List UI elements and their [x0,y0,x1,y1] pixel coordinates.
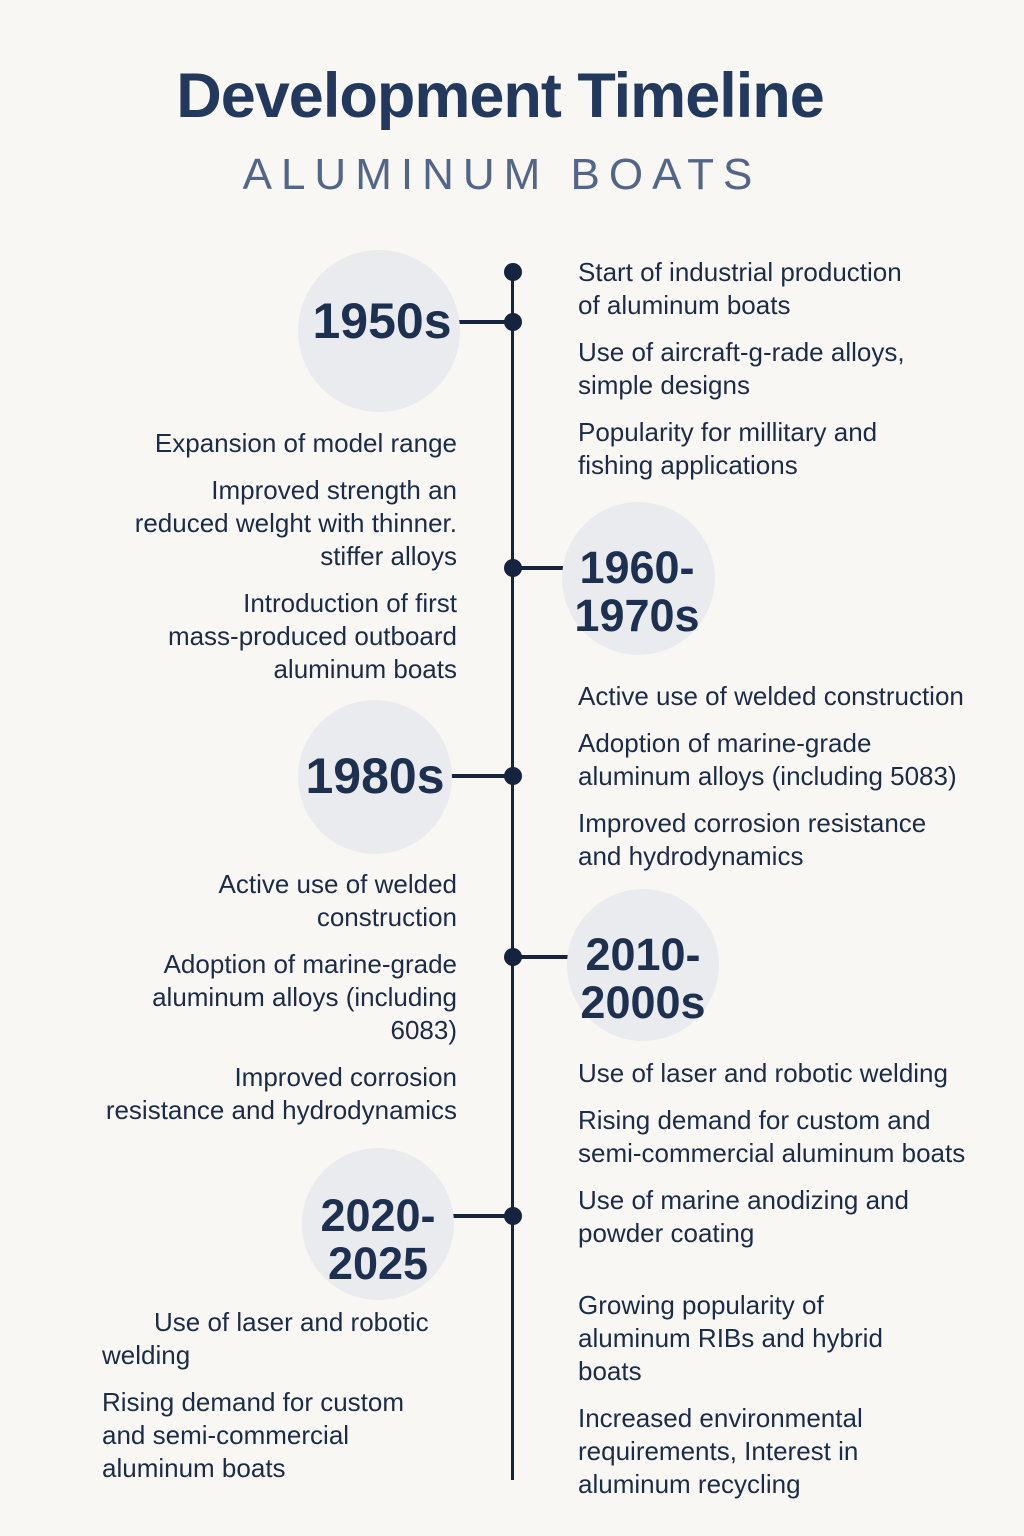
event-item [578,1402,1018,1501]
event-item [102,1306,502,1372]
event-text-line: resistance and hydrodynamics [105,1095,457,1125]
era-label-2020-2025 [278,1192,478,1288]
era-label-line: 1970s [574,590,700,641]
era-label-line: 2000s [580,977,706,1028]
event-text-line: Improved corrosion [234,1062,457,1092]
event-text-line: Popularity for millitary and [578,417,878,447]
event-text-line: Use of marine anodizing and [578,1185,909,1215]
event-item [578,807,1018,873]
event-text-line: aluminum alloys (including [152,982,457,1012]
era-label-line: 2010- [585,929,701,980]
event-text-line: reduced welght with thinner. [134,508,457,538]
event-item [578,680,1018,713]
event-text-line: Rising demand for custom [102,1387,405,1417]
event-item [55,427,457,460]
events-left-2020-2025 [102,1306,502,1485]
event-item [102,1386,502,1485]
event-text-line: Introduction of first [243,588,457,618]
event-text-line: Growing popularity of [578,1290,824,1320]
event-text-line: simple designs [578,370,750,400]
event-text-line: Expansion of model range [154,428,457,458]
era-label-2010-2000s [543,931,743,1027]
timeline-start-dot [504,263,522,281]
event-text-line: aluminum RIBs and hybrid [578,1323,883,1353]
era-label-line: 1980s [305,748,445,804]
event-item [578,1184,1018,1250]
era-label-line: 2025 [327,1238,429,1289]
event-text-line: Improved corrosion resistance [578,808,927,838]
event-item [578,1104,1018,1170]
event-item [55,948,457,1047]
event-text-line: Start of industrial production [578,257,902,287]
events-left-1960-1970s [55,427,457,686]
events-left-2010-2000s [55,868,457,1127]
event-text-line: aluminum alloys (including 5083) [578,761,957,791]
event-item [55,474,457,573]
era-label-1980s [275,747,475,805]
event-item [55,587,457,686]
event-text-line: stiffer alloys [320,541,457,571]
event-text-line: semi-commercial aluminum boats [578,1138,966,1168]
event-item [55,868,457,934]
event-text-line: Increased environmental [578,1403,863,1433]
event-text-line: boats [578,1356,642,1386]
era-label-line: 2020- [320,1190,436,1241]
event-text-line: Active use of welded [218,869,457,899]
event-text-line: aluminum boats [273,654,457,684]
event-text-line: mass-produced outboard [167,621,457,651]
timeline-axis [511,272,514,1480]
page-subtitle: ALUMINUM BOATS [242,150,762,199]
events-right-1960-1970s [578,680,1018,873]
event-text-line: and semi-commercial [102,1420,350,1450]
event-item [55,1061,457,1127]
event-text-line: aluminum recycling [578,1469,801,1499]
event-text-line: requirements, Interest in [578,1436,859,1466]
event-item [578,1289,1018,1388]
event-text-line: Adoption of marine-grade [578,728,872,758]
event-text-line: and hydrodynamics [578,841,804,871]
event-text-line: Use of laser and robotic [154,1307,429,1337]
events-right-2010-2000s [578,1057,1018,1250]
event-item [578,727,1018,793]
era-label-1960-1970s [537,544,737,640]
event-text-line: Adoption of marine-grade [163,949,457,979]
event-text-line: Active use of welded construction [578,681,964,711]
event-item [578,1057,1018,1090]
event-text-line: Use of laser and robotic welding [578,1058,948,1088]
events-right-2020-2025 [578,1289,1018,1501]
event-text-line: aluminum boats [102,1453,286,1483]
event-text-line: of aluminum boats [578,290,791,320]
event-text-line: Rising demand for custom and [578,1105,931,1135]
event-item [578,336,1018,402]
event-text-line: 6083) [390,1015,457,1045]
event-text-line: Improved strength an [211,475,457,505]
event-item [578,416,1018,482]
events-right-1950s [578,256,1018,482]
event-text-line: construction [316,902,457,932]
event-text-line: powder coating [578,1218,755,1248]
era-label-line: 1960- [579,542,695,593]
era-label-1950s [282,292,482,350]
page-title: Development Timeline [176,61,824,131]
event-text-line: Use of aircraft-g-rade alloys, [578,337,905,367]
event-item [578,256,1018,322]
event-text-line: welding [102,1340,191,1370]
era-label-line: 1950s [312,293,452,349]
event-text-line: fishing applications [578,450,798,480]
